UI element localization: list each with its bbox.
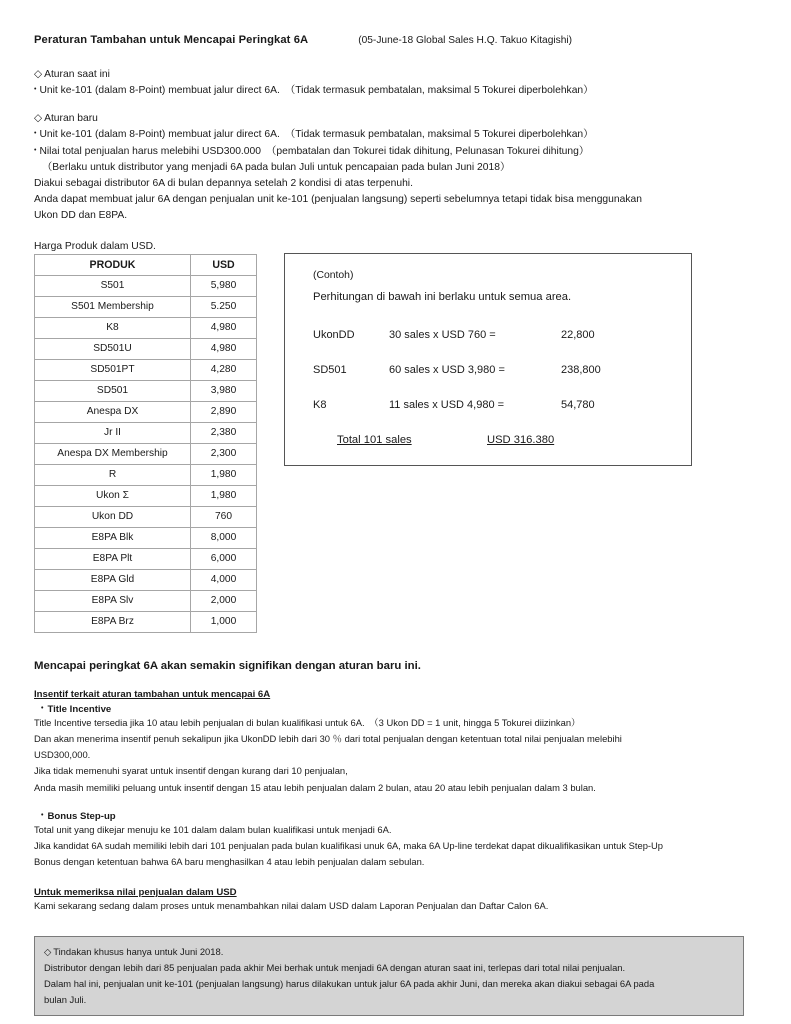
- table-row: [35, 380, 257, 401]
- new-rule-line: [34, 144, 743, 160]
- title-incentive-heading: [34, 704, 743, 715]
- cell-product: S501 Membership: [35, 296, 191, 317]
- cell-usd: 1,000: [191, 611, 257, 632]
- cell-usd: 4,980: [191, 317, 257, 338]
- cell-usd: 2,380: [191, 422, 257, 443]
- diamond-icon: ◇: [34, 68, 43, 80]
- new-rule-note: （Berlaku untuk distributor yang menjadi 6A pada bulan Juli untuk pencapaian pada bulan Juni 2018）: [42, 161, 511, 173]
- cell-product: Jr II: [35, 422, 191, 443]
- new-rule-line: [34, 127, 743, 143]
- cell-usd: 760: [191, 506, 257, 527]
- new-rule-paragraph: Anda dapat membuat jalur 6A dengan penjualan unit ke-101 (penjualan langsung) seperti sebelumnya tetapi tidak bisa menggunakan: [34, 194, 642, 206]
- cell-usd: 1,980: [191, 485, 257, 506]
- cell-usd: 2,890: [191, 401, 257, 422]
- example-total-label: Total 101 sales: [337, 433, 412, 446]
- lead-statement: Mencapai peringkat 6A akan semakin signifikan dengan aturan baru ini.: [34, 659, 421, 672]
- price-table-caption: Harga Produk dalam USD.: [34, 240, 156, 252]
- special-notice-box: [34, 936, 744, 1016]
- example-subtitle: Perhitungan di bawah ini berlaku untuk semua area.: [313, 290, 572, 303]
- new-rule-paragraph: Ukon DD dan E8PA.: [34, 209, 128, 221]
- example-row: [313, 364, 671, 376]
- title-incentive-line: Title Incentive tersedia jika 10 atau lebih penjualan di bulan kualifikasi untuk 6A. （3 Ukon DD = 1 unit, hingga 5 Tokurei diizinkan）: [34, 716, 581, 728]
- table-row: [35, 506, 257, 527]
- cell-usd: 8,000: [191, 527, 257, 548]
- bullet-icon: •: [34, 130, 37, 138]
- cell-product: K8: [35, 317, 191, 338]
- cell-usd: 4,980: [191, 338, 257, 359]
- example-row-amount: 238,800: [561, 363, 601, 376]
- table-row: [35, 527, 257, 548]
- cell-product: SD501: [35, 380, 191, 401]
- bullet-icon: •: [34, 146, 37, 154]
- table-row: [35, 338, 257, 359]
- table-header-row: [35, 254, 257, 275]
- special-notice-heading: [44, 944, 733, 960]
- new-rule-line-text: Unit ke-101 (dalam 8-Point) membuat jalur direct 6A. （Tidak termasuk pembatalan, maksimal 5 Tokurei diperbolehkan）: [39, 129, 594, 141]
- section-spacer: [34, 796, 743, 807]
- cell-product: Ukon Σ: [35, 485, 191, 506]
- special-notice-line: Distributor dengan lebih dari 85 penjualan pada akhir Mei berhak untuk menjadi 6A dengan aturan saat ini, terlepas dari total nilai penjualan.: [44, 962, 626, 974]
- example-calculation-box: [284, 253, 692, 466]
- example-row-name: K8: [313, 398, 327, 411]
- column-header-produk: PRODUK: [35, 254, 191, 275]
- table-row: [35, 275, 257, 296]
- bonus-step-up-line: Bonus dengan ketentuan bahwa 6A baru menghasilkan 4 atau lebih penjualan dalam sebulan.: [34, 856, 425, 868]
- diamond-icon: ◇: [44, 946, 52, 958]
- current-rule-block: [34, 68, 743, 99]
- example-row-name: SD501: [313, 363, 347, 376]
- example-row-amount: 54,780: [561, 398, 595, 411]
- table-row: [35, 443, 257, 464]
- document-byline: (05-June-18 Global Sales H.Q. Takuo Kitagishi): [358, 35, 573, 46]
- example-row-calculation: 30 sales x USD 760 =: [389, 328, 496, 341]
- diamond-icon: ◇: [34, 112, 43, 125]
- new-rule-block: [34, 112, 743, 224]
- title-incentive-line: Anda masih memiliki peluang untuk insentif dengan 15 atau lebih penjualan dalam 2 bulan, atau 20 atau lebih penjualan dalam 3 bulan.: [34, 781, 596, 793]
- table-row: [35, 296, 257, 317]
- example-row: [313, 329, 671, 341]
- cell-product: E8PA Brz: [35, 611, 191, 632]
- column-header-usd: USD: [191, 254, 257, 275]
- special-notice-line: bulan Juli.: [44, 993, 87, 1005]
- example-row: [313, 399, 671, 411]
- cell-product: S501: [35, 275, 191, 296]
- example-rows: [313, 329, 671, 411]
- table-row: [35, 485, 257, 506]
- special-notice-heading-label: Tindakan khusus hanya untuk Juni 2018.: [53, 946, 224, 958]
- bonus-step-up-heading: [34, 811, 743, 822]
- new-rule-heading: [34, 112, 743, 124]
- cell-usd: 3,980: [191, 380, 257, 401]
- cell-usd: 2,300: [191, 443, 257, 464]
- pricing-and-example-section: [34, 241, 743, 633]
- new-rule-heading-label: Aturan baru: [44, 113, 98, 125]
- table-row: [35, 464, 257, 485]
- cell-product: E8PA Plt: [35, 548, 191, 569]
- cell-product: R: [35, 464, 191, 485]
- example-row-calculation: 11 sales x USD 4,980 =: [389, 398, 505, 411]
- example-label: (Contoh): [313, 269, 354, 281]
- cell-product: E8PA Gld: [35, 569, 191, 590]
- price-table-body: [35, 275, 257, 632]
- title-incentive-line: USD300,000.: [34, 749, 91, 761]
- usd-check-line: Kami sekarang sedang dalam proses untuk menambahkan nilai dalam USD dalam Laporan Penjualan dan Daftar Calon 6A.: [34, 900, 549, 912]
- cell-usd: 6,000: [191, 548, 257, 569]
- table-row: [35, 401, 257, 422]
- bullet-icon: •: [34, 86, 37, 93]
- table-row: [35, 317, 257, 338]
- cell-usd: 5.250: [191, 296, 257, 317]
- cell-usd: 4,280: [191, 359, 257, 380]
- incentive-section-heading: Insentif terkait aturan tambahan untuk mencapai 6A: [34, 688, 271, 700]
- current-rule-line: [34, 83, 743, 99]
- cell-usd: 2,000: [191, 590, 257, 611]
- cell-product: Anespa DX Membership: [35, 443, 191, 464]
- bonus-step-up-line: Total unit yang dikejar menuju ke 101 dalam dalam bulan kualifikasi untuk menjadi 6A.: [34, 823, 392, 835]
- cell-usd: 4,000: [191, 569, 257, 590]
- new-rule-paragraph: Diakui sebagai distributor 6A di bulan depannya setelah 2 kondisi di atas terpenuhi.: [34, 178, 413, 190]
- bullet-icon: •: [41, 811, 44, 819]
- current-rule-heading: [34, 68, 743, 80]
- current-rule-line-text: Unit ke-101 (dalam 8-Point) membuat jalur direct 6A. （Tidak termasuk pembatalan, maksimal 5 Tokurei diperbolehkan）: [39, 85, 594, 96]
- title-incentive-line: Jika tidak memenuhi syarat untuk insentif dengan kurang dari 10 penjualan,: [34, 765, 348, 777]
- price-table-column: [34, 241, 256, 633]
- table-row: [35, 422, 257, 443]
- cell-usd: 5,980: [191, 275, 257, 296]
- document-header: [34, 34, 743, 46]
- cell-product: Anespa DX: [35, 401, 191, 422]
- bullet-icon: •: [41, 704, 44, 712]
- cell-product: SD501U: [35, 338, 191, 359]
- table-row: [35, 611, 257, 632]
- price-table: [34, 254, 257, 633]
- table-row: [35, 590, 257, 611]
- cell-product: Ukon DD: [35, 506, 191, 527]
- bonus-step-up-label: Bonus Step-up: [47, 810, 116, 822]
- cell-product: E8PA Blk: [35, 527, 191, 548]
- bonus-step-up-line: Jika kandidat 6A sudah memiliki lebih dari 101 penjualan pada bulan kualifikasi unuk 6A, maka 6A Up-line terdekat dapat dikualifikasikan untuk Step-Up: [34, 839, 664, 851]
- example-row-name: UkonDD: [313, 328, 355, 341]
- example-total-row: [313, 434, 671, 446]
- usd-check-heading: Untuk memeriksa nilai penjualan dalam USD: [34, 887, 237, 899]
- title-incentive-line: Dan akan menerima insentif penuh sekalipun jika UkonDD lebih dari 30 ％ dari total penjualan dengan ketentuan total nilai penjualan melebihi: [34, 733, 622, 745]
- table-row: [35, 548, 257, 569]
- table-row: [35, 359, 257, 380]
- example-row-calculation: 60 sales x USD 3,980 =: [389, 363, 505, 376]
- current-rule-heading-label: Aturan saat ini: [44, 69, 110, 80]
- cell-product: SD501PT: [35, 359, 191, 380]
- example-row-amount: 22,800: [561, 328, 595, 341]
- new-rule-line-text: Nilai total penjualan harus melebihi USD300.000 （pembatalan dan Tokurei tidak dihitung, Pelunasan Tokurei dihitung）: [39, 145, 590, 157]
- page-title: Peraturan Tambahan untuk Mencapai Peringkat 6A: [34, 34, 309, 46]
- example-total-value: USD 316.380: [487, 433, 555, 446]
- special-notice-line: Dalam hal ini, penjualan unit ke-101 (penjualan langsung) harus dilakukan untuk jalur 6A pada akhir Juni, dan mereka akan diakui sebagai 6A pada: [44, 978, 655, 990]
- title-incentive-label: Title Incentive: [47, 703, 112, 715]
- cell-usd: 1,980: [191, 464, 257, 485]
- table-row: [35, 569, 257, 590]
- cell-product: E8PA Slv: [35, 590, 191, 611]
